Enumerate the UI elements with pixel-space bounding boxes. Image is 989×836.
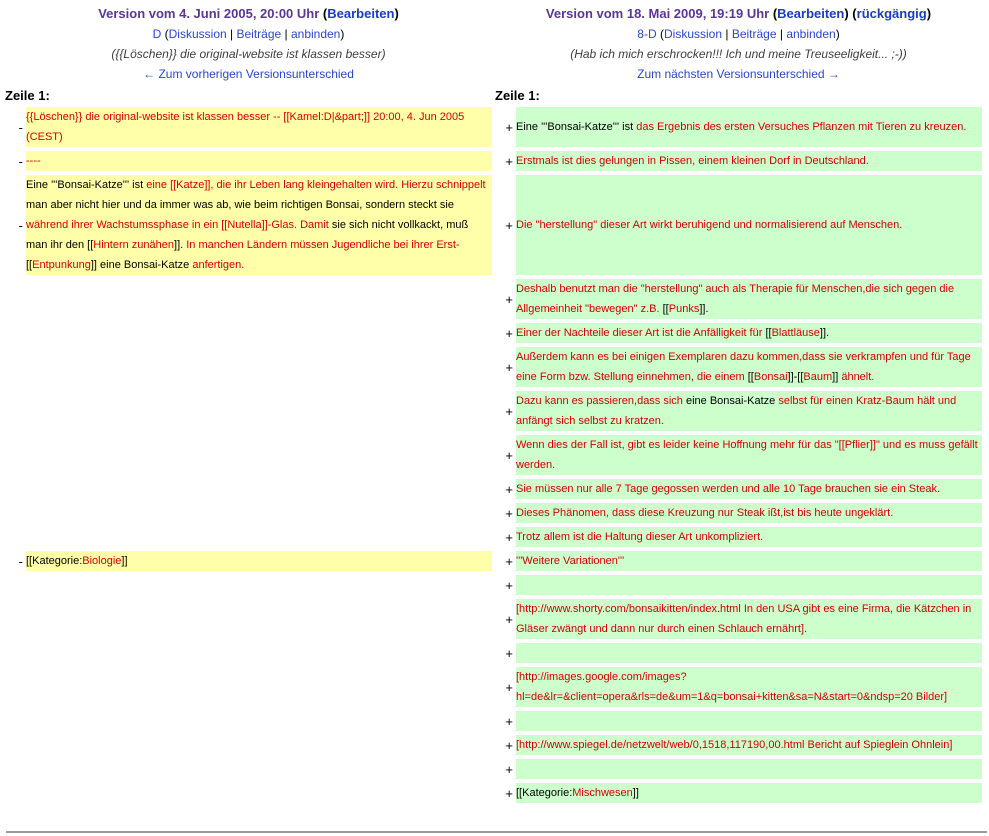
next-diff-link[interactable]: Zum nächsten Versionsunterschied → (637, 67, 840, 81)
text-segment: ) (926, 6, 932, 21)
header-line (495, 4, 982, 24)
diff-row (5, 175, 982, 275)
line-number-row (5, 88, 982, 103)
deleted-marker: - (18, 553, 23, 569)
empty-line (26, 479, 492, 499)
text-segment: Baum (803, 371, 833, 383)
text-segment: Dieses Phänomen, dass diese Kreuzung nur Steak ißt,ist bis heute ungeklärt. (516, 507, 894, 519)
diff-row (5, 503, 982, 523)
undo-link[interactable]: rückgängig (856, 6, 927, 21)
text-segment: [[Kategorie: (516, 787, 573, 799)
text-segment: Dazu kann es passieren,dass sich (516, 395, 686, 407)
diff-row (5, 479, 982, 499)
added-line (516, 347, 982, 387)
text-segment: | (776, 27, 787, 41)
added-marker: + (505, 481, 513, 497)
empty-line (26, 503, 492, 523)
text-segment: Biologie (82, 555, 122, 567)
added-marker: + (505, 291, 513, 307)
text-segment: Entpunkung (32, 259, 91, 271)
empty-marker (5, 643, 23, 663)
text-segment: selbst für einen Kratz-Baum hält und anfängt sich selbst zu kratzen. (516, 395, 957, 427)
text-segment: ]]. (174, 239, 187, 251)
empty-line (26, 391, 492, 431)
text-segment: ) (835, 27, 840, 41)
added-marker: + (505, 679, 513, 695)
diff-row (5, 435, 982, 475)
header-line (5, 64, 492, 84)
diff-row (5, 279, 982, 319)
previous-diff-link[interactable]: ← Zum vorherigen Versionsunterschied (143, 67, 354, 81)
text-segment: eine Bonsai-Katze (685, 395, 779, 407)
empty-marker (5, 783, 23, 803)
empty-line (26, 575, 492, 595)
empty-marker (5, 347, 23, 387)
added-marker: + (505, 359, 513, 375)
empty-marker (5, 503, 23, 523)
text-segment: ]]. (699, 303, 709, 315)
empty-marker (5, 479, 23, 499)
added-line (516, 527, 982, 547)
header-line (5, 44, 492, 64)
added-empty-line (516, 643, 982, 663)
added-marker: + (505, 713, 513, 729)
text-segment: ) ( (844, 6, 857, 21)
text-segment: Erstmals ist dies gelungen in Pissen, einem kleinen Dorf in Deutschland. (516, 155, 869, 167)
text-segment: Bonsai (753, 371, 788, 383)
added-line (516, 107, 982, 147)
added-empty-line (516, 759, 982, 779)
diff-row (5, 783, 982, 803)
added-line (516, 279, 982, 319)
old-user-contribs-link[interactable]: Beiträge (236, 27, 282, 41)
text-segment: (Hab ich mich erschrocken!!! Ich und meine Treuseeligkeit... ;-)) (570, 47, 907, 61)
header-line (495, 24, 982, 44)
deleted-marker: - (18, 153, 23, 169)
text-segment: eine [[Katze]], die ihr Leben lang kleingehalten wird. Hierzu schnippelt (146, 179, 486, 191)
text-segment: ( (319, 6, 328, 21)
new-version-title-link[interactable]: Version vom 18. Mai 2009, 19:19 Uhr (545, 6, 770, 21)
added-line (516, 551, 982, 571)
text-segment: [http://images.google.com/images?hl=de&lr=&client=opera&rls=de&um=1&q=bonsai+kitten&sa=N&start=0&ndsp=20 Bilder] (516, 671, 948, 703)
text-segment: ]] (632, 787, 639, 799)
added-marker: + (505, 577, 513, 593)
old-user-talk-link[interactable]: Diskussion (168, 27, 227, 41)
text-segment: anfertigen. (192, 259, 245, 271)
text-segment: '''Weitere Variationen''' (516, 555, 625, 567)
empty-marker (5, 323, 23, 343)
added-marker: + (505, 505, 513, 521)
text-segment: ( (656, 27, 664, 41)
added-line (516, 503, 982, 523)
text-segment: Die "herstellung" dieser Art wirkt beruhigend und normalisierend auf Menschen. (516, 219, 903, 231)
text-segment: [[Kategorie: (26, 555, 83, 567)
text-segment: [http://www.shorty.com/bonsaikitten/index.html In den USA gibt es eine Firma, die Kätzchen in Gläser zwängt und dann nur durch einen Schlauch ernährt]. (516, 603, 972, 635)
text-segment: während ihrer Wachstumssphase in ein [[Nutella]]-Glas. Damit (26, 219, 332, 231)
text-segment: In manchen Ländern müssen Jugendliche bei ihrer Erst- (186, 239, 460, 251)
text-segment: ]]. (819, 327, 830, 339)
new-edit-link[interactable]: Bearbeiten (777, 6, 845, 21)
empty-marker (5, 759, 23, 779)
deleted-line (26, 151, 492, 171)
diff-row (5, 643, 982, 663)
added-line (516, 599, 982, 639)
text-segment: | (281, 27, 291, 41)
empty-line (26, 759, 492, 779)
text-segment: ( (769, 6, 778, 21)
text-segment: [[ (747, 371, 754, 383)
diff-row (5, 107, 982, 147)
text-segment: ]] (90, 259, 101, 271)
empty-marker (5, 435, 23, 475)
header-line (5, 4, 492, 24)
old-line-number: Zeile 1: (5, 88, 50, 103)
added-line (516, 783, 982, 803)
text-segment: Sie müssen nur alle 7 Tage gegossen werden und alle 10 Tage brauchen sie ein Steak. (516, 483, 940, 495)
empty-line (26, 323, 492, 343)
added-line (516, 391, 982, 431)
added-marker: + (505, 529, 513, 545)
empty-line (26, 643, 492, 663)
header-line (495, 64, 982, 84)
diff-row (5, 711, 982, 731)
empty-marker (5, 527, 23, 547)
text-segment: ]] (121, 555, 128, 567)
empty-marker (5, 391, 23, 431)
empty-line (26, 279, 492, 319)
added-marker: + (505, 737, 513, 753)
added-marker: + (505, 761, 513, 777)
text-segment: das Ergebnis des ersten Versuches Pflanzen mit Tieren zu kreuzen. (636, 121, 967, 133)
added-empty-line (516, 711, 982, 731)
text-segment: | (722, 27, 732, 41)
empty-line (26, 735, 492, 755)
empty-marker (5, 711, 23, 731)
old-version-title-link[interactable]: Version vom 4. Juni 2005, 20:00 Uhr (98, 6, 320, 21)
new-version-header (495, 4, 982, 84)
diff-table (2, 0, 985, 807)
text-segment: Wenn dies der Fall ist, gibt es leider keine Hoffnung mehr für das "[[Pflier]]" und es muss gefällt werden. (516, 439, 978, 471)
added-line (516, 479, 982, 499)
deleted-marker: - (18, 119, 23, 135)
text-segment: Außerdem kann es bei einigen Exemplaren dazu kommen,dass sie verkrampfen und für Tage eine Form bzw. Stellung einnehmen, die einem (516, 351, 971, 383)
added-marker: + (505, 119, 513, 135)
empty-marker (5, 279, 23, 319)
header-line (5, 24, 492, 44)
old-version-header (5, 4, 492, 84)
added-line (516, 667, 982, 707)
bottom-divider (6, 831, 987, 833)
header-line (495, 44, 982, 64)
deleted-line (26, 175, 492, 275)
text-segment: ähnelt. (841, 371, 875, 383)
added-line (516, 435, 982, 475)
text-segment: Deshalb benutzt man die "herstellung" auch als Therapie für Menschen,die sich gegen die Allgemeinheit "bewegen" z.B. (516, 283, 955, 315)
text-segment: ---- (26, 155, 41, 167)
text-segment: Hintern zunähen (93, 239, 175, 251)
empty-line (26, 435, 492, 475)
deleted-marker: - (18, 217, 23, 233)
empty-marker (5, 575, 23, 595)
text-segment: eine Bonsai-Katze (100, 259, 193, 271)
old-user-link[interactable]: D (152, 27, 162, 41)
text-segment: [[ (765, 327, 772, 339)
empty-line (26, 347, 492, 387)
deleted-line (26, 551, 492, 571)
diff-row (5, 151, 982, 171)
added-marker: + (505, 403, 513, 419)
added-marker: + (505, 611, 513, 627)
empty-line (26, 667, 492, 707)
diff-row (5, 391, 982, 431)
text-segment: ) (394, 6, 399, 21)
text-segment: Trotz allem ist die Haltung dieser Art unkompliziert. (516, 531, 764, 543)
text-segment: Einer der Nachteile dieser Art ist die Anfälligkeit für (516, 327, 766, 339)
text-segment: ) (340, 27, 345, 41)
old-edit-link[interactable]: Bearbeiten (327, 6, 395, 21)
text-segment: {{Löschen}} die original-website ist klassen besser -- [[Kamel:D|&part;]] 20:00, 4. Jun 2005 (CEST) (26, 111, 465, 143)
new-user-block-link[interactable]: anbinden (786, 27, 836, 41)
added-line (516, 735, 982, 755)
text-segment: man aber nicht hier und da immer was ab, wie beim richtigen Bonsai, sondern steckt sie (26, 199, 454, 211)
added-marker: + (505, 217, 513, 233)
text-segment: ]]-[[ (787, 371, 804, 383)
diff-row (5, 599, 982, 639)
text-segment: ({{Löschen}} die original-website ist klassen besser) (111, 47, 386, 61)
empty-line (26, 599, 492, 639)
text-segment: Eine '''Bonsai-Katze''' ist (26, 179, 147, 191)
diff-row (5, 347, 982, 387)
new-user-talk-link[interactable]: Diskussion (663, 27, 723, 41)
text-segment: sie sich nicht vollkackt, muß man ihr den (26, 219, 469, 251)
empty-marker (5, 599, 23, 639)
empty-line (26, 527, 492, 547)
diff-row (5, 323, 982, 343)
added-marker: + (505, 447, 513, 463)
empty-line (26, 783, 492, 803)
added-line (516, 151, 982, 171)
diff-row (5, 575, 982, 595)
text-segment: Punks (668, 303, 700, 315)
new-user-contribs-link[interactable]: Beiträge (731, 27, 777, 41)
empty-line (26, 711, 492, 731)
diff-row (5, 759, 982, 779)
text-segment: | (226, 27, 237, 41)
added-empty-line (516, 575, 982, 595)
diff-row (5, 527, 982, 547)
added-marker: + (505, 645, 513, 661)
added-marker: + (505, 325, 513, 341)
text-segment: Mischwesen (572, 787, 633, 799)
added-marker: + (505, 785, 513, 801)
text-segment: Blattläuse (771, 327, 820, 339)
diff-body (5, 107, 982, 803)
new-line-number: Zeile 1: (495, 88, 540, 103)
diff-row (5, 551, 982, 571)
diff-row (5, 735, 982, 755)
text-segment: [http://www.spiegel.de/netzwelt/web/0,1518,117190,00.html Bericht auf Spieglein Ohnlein] (516, 739, 953, 751)
old-user-block-link[interactable]: anbinden (290, 27, 341, 41)
text-segment: [[ (87, 239, 94, 251)
empty-marker (5, 735, 23, 755)
diff-row (5, 667, 982, 707)
version-header-row (5, 4, 982, 84)
added-line (516, 323, 982, 343)
text-segment: ( (161, 27, 169, 41)
deleted-line (26, 107, 492, 147)
text-segment: [[ (26, 259, 33, 271)
text-segment: Eine '''Bonsai-Katze''' ist (516, 121, 637, 133)
new-user-link[interactable]: 8-D (637, 27, 657, 41)
added-line (516, 175, 982, 275)
text-segment: [[ (662, 303, 669, 315)
added-marker: + (505, 553, 513, 569)
empty-marker (5, 667, 23, 707)
added-marker: + (505, 153, 513, 169)
text-segment: ]] (832, 371, 842, 383)
